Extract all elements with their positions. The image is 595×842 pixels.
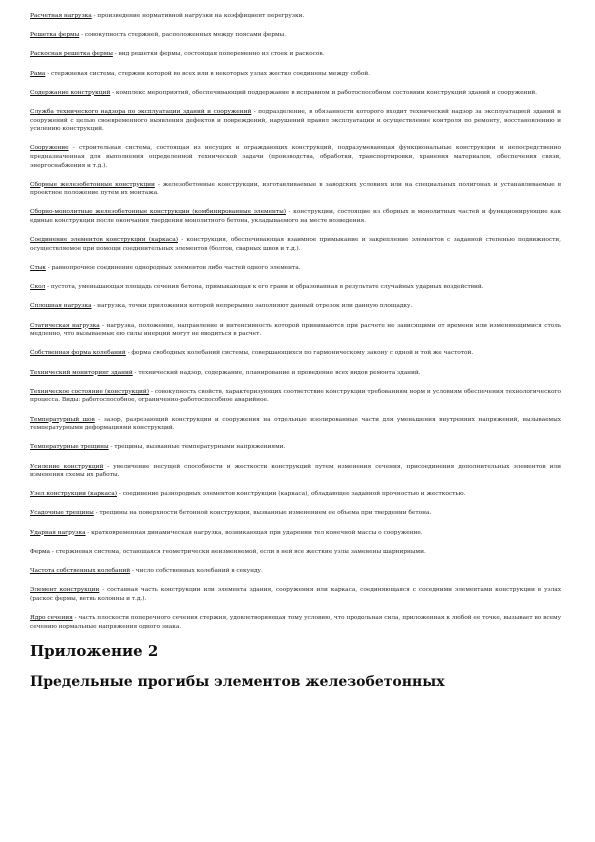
glossary-term: Температурные трещины [30, 444, 109, 451]
glossary-entry [30, 89, 561, 98]
glossary-definition: - увеличение несущей способности и жесткости конструкций путем изменения сечения, присоединения дополнительных элементов или изменения схемы их работы. [30, 463, 562, 479]
glossary-entry [30, 283, 561, 292]
glossary-definition: - совокупность свойств, характеризующих соответствие конструкции требованиям норм и условиям обеспечения технологического процесса. Виды: работоспособное, ограниченно-работоспособное аварийное. [30, 388, 561, 404]
glossary-term: Статическая нагрузка [30, 322, 100, 329]
glossary-term: Техническое состояние (конструкций) [30, 388, 150, 395]
glossary-definition: - технический надзор, содержание, планирование и проведение всех видов ремонта зданий. [132, 369, 421, 376]
glossary-entry [30, 586, 561, 603]
glossary-entry [30, 548, 561, 557]
glossary-definition: - число собственных колебаний в секунду. [130, 568, 263, 575]
glossary-term: Расчетная нагрузка [30, 13, 92, 19]
glossary-entry [30, 443, 561, 452]
glossary-entry [30, 12, 561, 21]
glossary-entry [30, 208, 561, 225]
glossary-definition: - форма свободных колебаний системы, совершающихся по гармоническому закону с одной и той же частотой. [125, 350, 474, 357]
glossary-definition: - строительная система, состоящая из несущих и ограждающих конструкций, подразумевающая функциональные конструкции и непосредственно предназначенная для выполнения определенной технической задачи (производства, обработки, транспортировки, хранения материалов, обеспечения связи, энергоснабжения и т.д.). [30, 145, 561, 169]
glossary-term: Усиление конструкций [30, 463, 104, 470]
glossary-entry [30, 50, 561, 59]
glossary-entry [30, 70, 561, 79]
glossary-definition: - произведение нормативной нагрузки на коэффициент перегрузки. [91, 13, 305, 19]
glossary-definition: - стержневая система, остающаяся геометрически неизменяемой, если в ней все жесткие узлы заменены шарнирными. [50, 548, 426, 555]
glossary-definition: - конструкция, обеспечивающая взаимное примыкание и закрепление элементов с заданной степенью подвижности, осуществляемое при помощи соединительных элементов (болтов, сварных швов и т.д.). [30, 237, 561, 252]
glossary-definition: - зазор, разрезающий конструкции и сооружения на отдельные изолированные части для уменьшения внутренних напряжений, вызываемых температурными деформациями конструкций. [30, 416, 561, 432]
glossary-term: Ядро сечения [30, 615, 73, 621]
glossary-definition: - нагрузка, точки приложения которой непрерывно заполняют данный отрезок или данную площадку. [91, 303, 413, 310]
glossary-definition: - кратковременная динамическая нагрузка, возникающая при ударении тел конечной массы о сооружение. [85, 529, 423, 536]
glossary-definition: - трещины на поверхности бетонной конструкции, вызванные изменением ее объема при твердении бетона. [93, 510, 432, 517]
glossary-entry [30, 31, 561, 40]
glossary-term: Рама [30, 70, 46, 77]
glossary-entry [30, 264, 561, 273]
glossary-entry [30, 529, 561, 538]
glossary-definition: - составная часть конструкции или элемента здания, сооружения или каркаса, соединяющаяся с соседними элементами конструкции в узлах (раскос фермы, ветвь колонны и т.д.). [30, 587, 561, 602]
appendix-title: Приложение 2 [30, 641, 159, 660]
glossary-term: Ферма [30, 548, 50, 555]
glossary-term: Содержание конструкций [30, 89, 111, 96]
glossary-entry [30, 181, 561, 198]
glossary-definition: - вид решетки фермы, состоящая попеременно из стоек и раскосов. [112, 51, 325, 58]
glossary-term: Решетка фермы [30, 32, 80, 39]
glossary-term: Усадочные трещины [30, 510, 94, 517]
glossary-term: Собственная форма колебаний [30, 350, 126, 357]
glossary-term: Сплошная нагрузка [30, 303, 92, 310]
glossary-entry [30, 369, 561, 378]
glossary-definition: - часть плоскости поперечного сечения стержня, удовлетворяющая тому условию, что продольная сила, приложенная к любой ее точке, вызывает во всему сечению нормальные напряжения одного знака. [30, 615, 561, 630]
glossary-entry [30, 108, 561, 134]
glossary-term: Сборные железобетонные конструкции [30, 181, 155, 188]
glossary-entry [30, 349, 561, 358]
glossary-entry [30, 302, 561, 311]
glossary-definition: - совокупность стержней, расположенных между поясами фермы. [79, 32, 287, 39]
glossary-term: Частота собственных колебаний [30, 568, 131, 575]
glossary-definition: - соединение разнородных элементов конструкции (каркаса), обладающее заданной прочностью и жесткостью. [116, 491, 466, 498]
glossary-definition: - равнопрочное соединение однородных элементов либо частей одного элемента. [45, 265, 301, 272]
glossary-term: Скол [30, 284, 46, 291]
glossary-definition: - комплекс мероприятий, обеспечивающий поддержание в исправном и работоспособном состоянии конструкций зданий и сооружений. [110, 89, 537, 96]
glossary-definition: - железобетонные конструкции, изготавливаемые в заводских условиях или на специальных полигонах и устанавливаемые в проектное положение путем их монтажа. [30, 181, 561, 197]
glossary-term: Узел конструкции (каркаса) [30, 491, 117, 498]
glossary-term: Соединение элементов конструкции (каркаса) [30, 237, 179, 244]
glossary-entry [30, 463, 561, 480]
glossary-term: Ударная нагрузка [30, 529, 86, 536]
glossary-term: Технический мониторинг зданий [30, 369, 133, 376]
appendix-subtitle: Предельные прогибы элементов железобетонных [30, 673, 445, 690]
glossary-term: Температурный шов [30, 416, 95, 423]
glossary-definition: - подразделение, в обязанности которого входит технический надзор за эксплуатацией зданий и сооружений с целью своевременного выявления дефектов и повреждений, нарушений правил эксплуатации и осуществление контроля по ремонту, восстановлению и усилению конструкций. [30, 108, 561, 133]
glossary-entry [30, 490, 561, 499]
glossary-entry [30, 236, 561, 253]
glossary-definition: - нагрузка, положение, направление и интенсивность которой принимаются при расчете не зависящими от времени или изменяющимися столь медленно, что вызываемые ею силы инерции могут не вводиться в расчет. [30, 322, 561, 338]
glossary-entry [30, 614, 561, 631]
glossary-entry [30, 509, 561, 518]
glossary-term: Стык [30, 265, 46, 272]
glossary-definition: - пустота, уменьшающая площадь сечения бетона, примыкающая к его грани и образованная в результате случайных ударных воздействий. [45, 284, 484, 291]
glossary-definition: - конструкции, состоящие из сборных и монолитных частей и функционирующие как единые конструкции после окончания твердения монолитного бетона, укладываемого на месте возведения. [30, 209, 561, 225]
glossary-entry [30, 567, 561, 576]
glossary-term: Служба технического надзора по эксплуатации зданий и сооружений [30, 108, 252, 115]
glossary-term: Раскосная решетка фермы [30, 51, 113, 58]
glossary-list [30, 12, 561, 631]
glossary-definition: - трещины, вызванные температурными напряжениями. [108, 444, 286, 451]
glossary-definition: - стержневая система, стержни которой во всех или в некоторых узлах жестко соединены между собой. [45, 70, 370, 77]
glossary-term: Сооружение [30, 145, 69, 152]
glossary-term: Элемент конструкции [30, 587, 100, 594]
glossary-entry [30, 144, 561, 170]
glossary-entry [30, 322, 561, 339]
glossary-entry [30, 416, 561, 433]
glossary-term: Сборно-монолитные железобетонные конструкции (комбинированные элементы) [30, 209, 286, 216]
glossary-entry [30, 388, 561, 405]
